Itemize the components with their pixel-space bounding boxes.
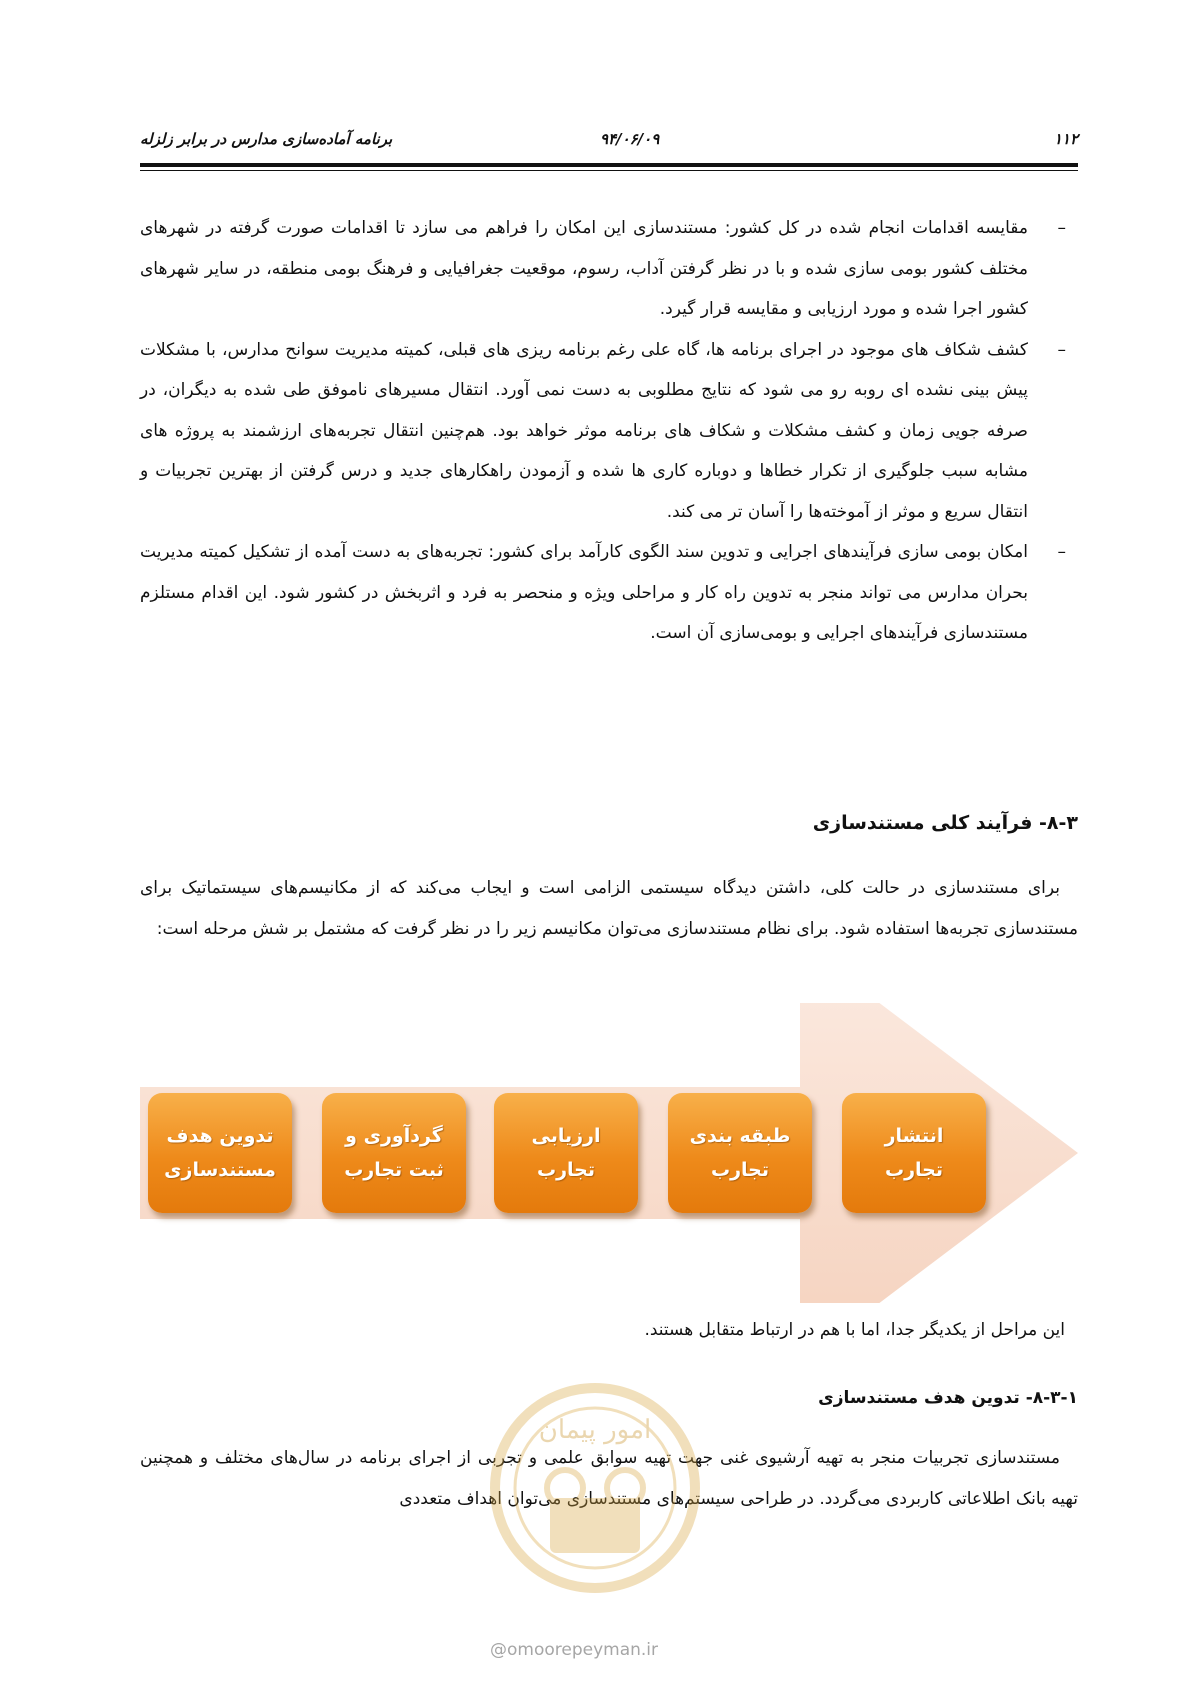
bullet-text: مقایسه اقدامات انجام شده در کل کشور: مستندسازی این امکان را فراهم می سازد تا اقدامات صورت گرفته در شهرهای مختلف کشور بومی سازی شده و با در نظر گرفتن آداب، رسوم، موقعیت جغرافیایی و فرهنگ بومی منطقه، در سایر شهرهای کشور اجرا شده و مورد ارزیابی و مقایسه قرار گیرد. — [140, 218, 1028, 319]
step-label: ارزیابی تجارب — [531, 1125, 601, 1181]
at-icon: @ — [490, 1640, 507, 1660]
subsection-paragraph: مستندسازی تجربیات منجر به تهیه آرشیوی غنی جهت تهیه سوابق علمی و تجربی از اجرای برنامه در سال‌های مختلف و همچنین تهیه بانک اطلاعاتی کاربردی می‌گردد. در طراحی سیستم‌های مستندسازی می‌توان اهداف متعددی — [140, 1448, 1078, 1509]
step-collect-experiences — [322, 1093, 466, 1213]
step-publish-experiences — [842, 1093, 986, 1213]
watermark-site-text: omoorepeyman.ir — [507, 1640, 659, 1660]
dash-icon: – — [1057, 542, 1066, 562]
step-evaluate-experiences — [494, 1093, 638, 1213]
watermark-logo — [480, 1378, 710, 1598]
bullet-list — [140, 208, 1078, 654]
header-date: ۹۴/۰۶/۰۹ — [600, 130, 660, 148]
process-diagram — [140, 1003, 1078, 1303]
header-rule-thin — [140, 170, 1078, 171]
bullet-item — [140, 532, 1078, 654]
bullet-text: کشف شکاف های موجود در اجرای برنامه ها، گاه علی رغم برنامه ریزی های قبلی، کمیته مدیریت سوانح مدارس، با مشکلات پیش بینی نشده ای روبه رو می شود که نتایج مطلوبی به دست نمی آورد. انتقال مسیرهای ناموفق طی شده به دیگران، در صرفه جویی زمان و کشف مشکلات و شکاف های برنامه موثر خواهد بود. هم‌چنین انتقال تجربه‌های ارزشمند به پروژه های مشابه سبب جلوگیری از تکرار خطاها و دوباره کاری ها شده و آزمودن راهکارهای جدید و درس گرفتن از بهترین تجربیات و انتقال سریع و موثر از آموخته‌ها را آسان تر می کند. — [140, 339, 1028, 522]
header-rule — [140, 163, 1078, 167]
step-label: گردآوری و ثبت تجارب — [344, 1125, 444, 1181]
step-classify-experiences — [668, 1093, 812, 1213]
dash-icon: – — [1057, 218, 1066, 238]
dash-icon: – — [1057, 339, 1066, 360]
bullet-item — [140, 330, 1078, 533]
page-header — [140, 130, 1078, 156]
watermark-logo-text: امور پیمان — [538, 1415, 652, 1445]
diagram-note: این مراحل از یکدیگر جدا، اما با هم در ارتباط متقابل هستند. — [644, 1320, 1065, 1340]
step-define-goal — [148, 1093, 292, 1213]
step-label: انتشار تجارب — [884, 1125, 944, 1181]
bullet-item — [140, 208, 1078, 330]
step-label: تدوین هدف مستندسازی — [164, 1125, 276, 1181]
section-paragraph: برای مستندسازی در حالت کلی، داشتن دیدگاه سیستمی الزامی است و ایجاب می‌کند که از مکانیسم‌های سیستماتیک برای مستندسازی تجربه‌ها استفاده شود. برای نظام مستندسازی می‌توان مکانیسم زیر را در نظر گرفت که مشتمل بر شش مرحله است: — [140, 878, 1078, 939]
page-number: ۱۱۲ — [1053, 130, 1078, 148]
subsection-heading: ۸-۳-۱- تدوین هدف مستندسازی — [818, 1388, 1078, 1408]
step-label: طبقه بندی تجارب — [689, 1125, 791, 1181]
watermark-site — [490, 1640, 658, 1660]
bullet-text: امکان بومی سازی فرآیندهای اجرایی و تدوین سند الگوی کارآمد برای کشور: تجربه‌های به دست آمده از تشکیل کمیته مدیریت بحران مدارس می تواند منجر به تدوین راه کار و مراحلی ویژه و منحصر به فرد و اثربخش در کشور شود. این اقدام مستلزم مستندسازی فرآیندهای اجرایی و بومی‌سازی آن است. — [140, 542, 1028, 643]
section-heading: ۸-۳- فرآیند کلی مستندسازی — [812, 812, 1078, 834]
header-title: برنامه آماده‌سازی مدارس در برابر زلزله — [140, 130, 393, 148]
